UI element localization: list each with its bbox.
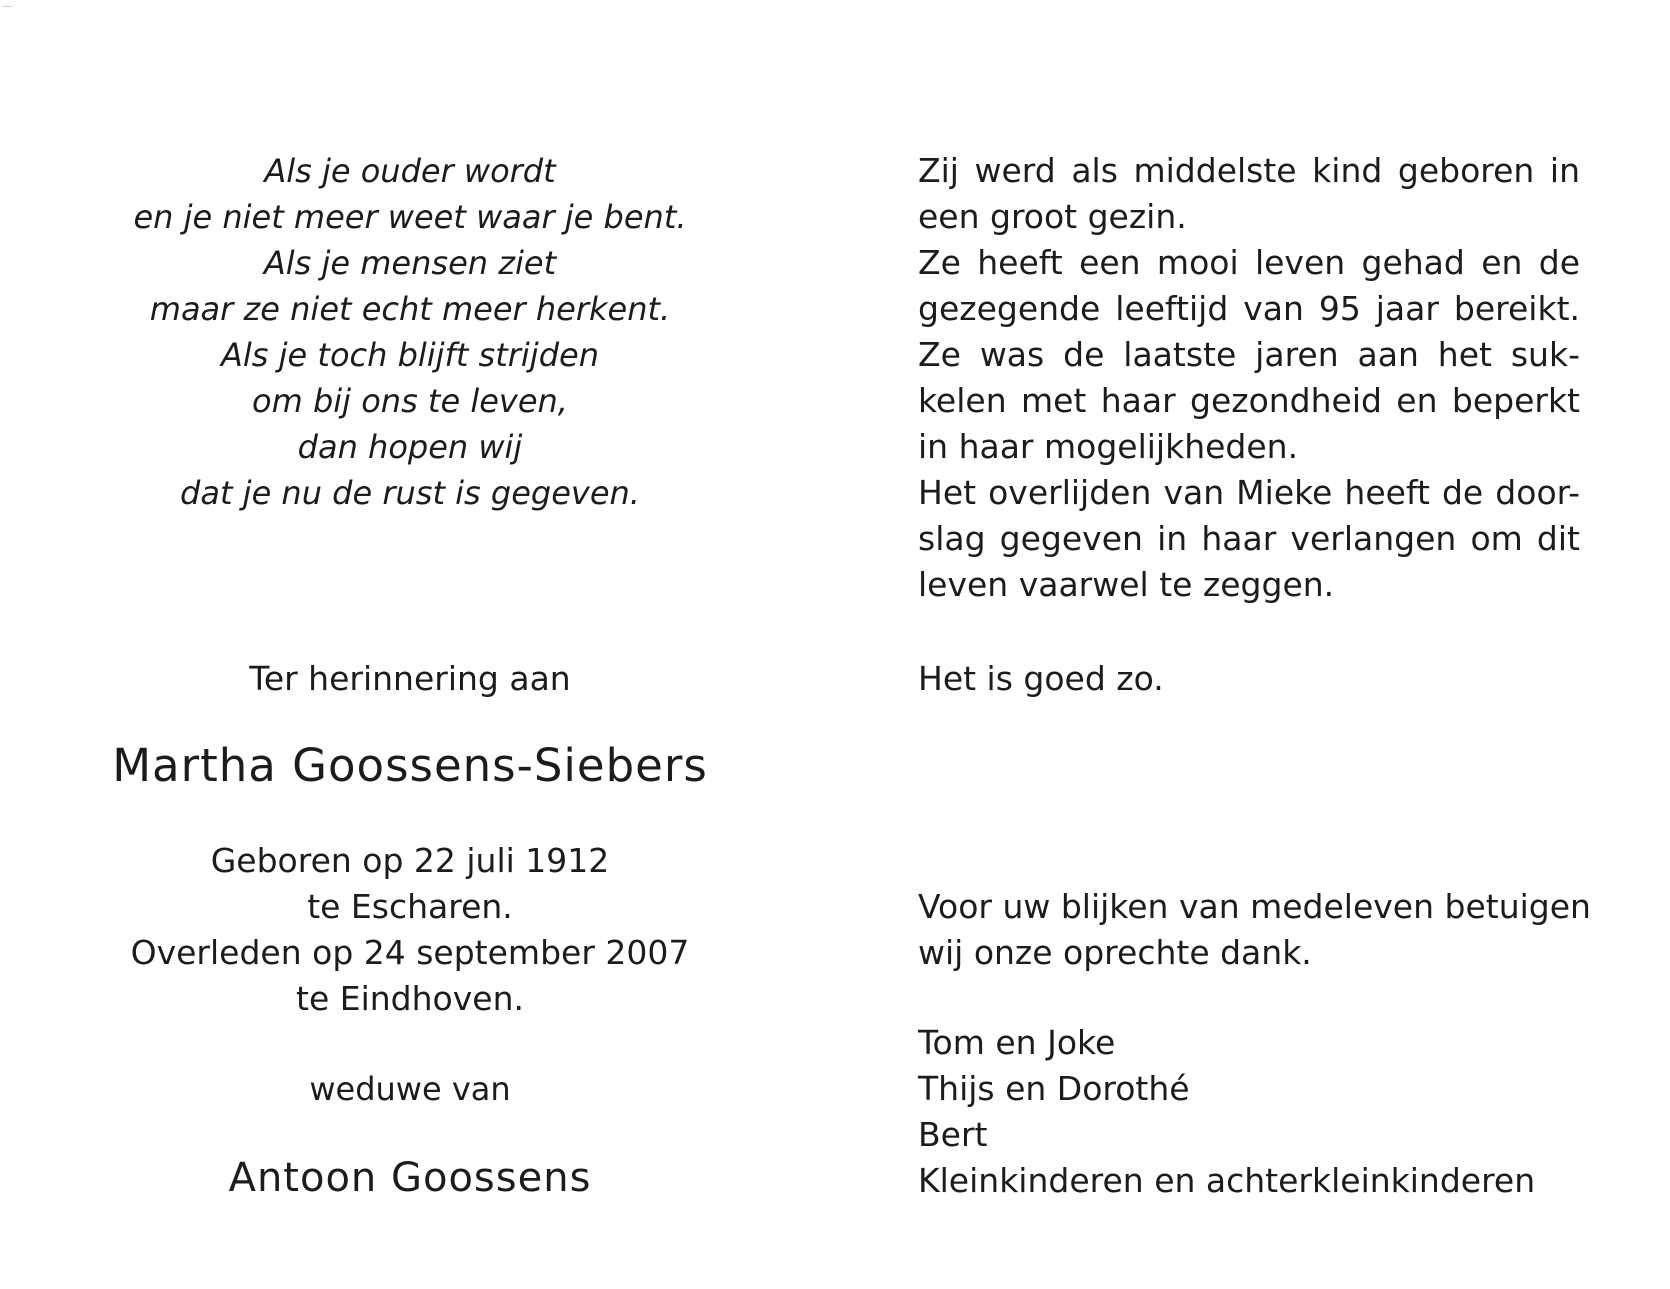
life-dates <box>60 838 760 1022</box>
bio-line: kelen met haar gezondheid en beperkt <box>918 381 1580 420</box>
closing-line: Het is goed zo. <box>918 659 1164 698</box>
poem-line: dat je nu de rust is gegeven. <box>180 474 640 512</box>
poem-line: om bij ons te leven, <box>252 382 568 420</box>
family-member: Thijs en Dorothé <box>918 1069 1190 1108</box>
memorial-intro: Ter herinnering aan <box>249 659 571 698</box>
deceased-name: Martha Goossens-Siebers <box>112 739 708 792</box>
poem-line: Als je toch blijft strijden <box>221 336 599 374</box>
biography <box>918 148 1580 608</box>
poem-line: dan hopen wij <box>297 428 523 466</box>
poem-line: Als je ouder wordt <box>264 152 556 190</box>
bio-line: slag gegeven in haar verlangen om dit <box>918 519 1580 558</box>
bio-line: in haar mogelijkheden. <box>918 427 1299 466</box>
thanks-line: Voor uw blijken van medeleven betuigen <box>918 887 1591 926</box>
spouse-name: Antoon Goossens <box>228 1155 592 1201</box>
death-date: Overleden op 24 september 2007 <box>130 933 690 972</box>
bio-line: Ze heeft een mooi leven gehad en de <box>918 243 1580 282</box>
bio-line: Ze was de laatste jaren aan het suk- <box>918 335 1580 374</box>
poem-line: maar ze niet echt meer herkent. <box>149 290 671 328</box>
birth-date: Geboren op 22 juli 1912 <box>210 841 610 880</box>
bio-line: gezegende leeftijd van 95 jaar bereikt. <box>918 289 1580 328</box>
bio-line: Het overlijden van Mieke heeft de door- <box>918 473 1580 512</box>
family-member: Tom en Joke <box>918 1023 1116 1062</box>
bio-line: Zij werd als middelste kind geboren in <box>918 151 1580 190</box>
family-member: Kleinkinderen en achterkleinkinderen <box>918 1161 1536 1200</box>
widow-label: weduwe van <box>309 1070 511 1108</box>
thanks-line: wij onze oprechte dank. <box>918 933 1312 972</box>
poem-line: en je niet meer weet waar je bent. <box>133 198 687 236</box>
death-place: te Eindhoven. <box>296 979 524 1018</box>
bio-line: een groot gezin. <box>918 197 1187 236</box>
poem-line: Als je mensen ziet <box>263 244 557 282</box>
poem <box>60 148 760 516</box>
thanks-note <box>918 884 1591 976</box>
family-list <box>918 1020 1580 1204</box>
bio-line: leven vaarwel te zeggen. <box>918 565 1335 604</box>
scan-mark <box>2 6 12 7</box>
birth-place: te Escharen. <box>307 887 513 926</box>
family-member: Bert <box>918 1115 988 1154</box>
